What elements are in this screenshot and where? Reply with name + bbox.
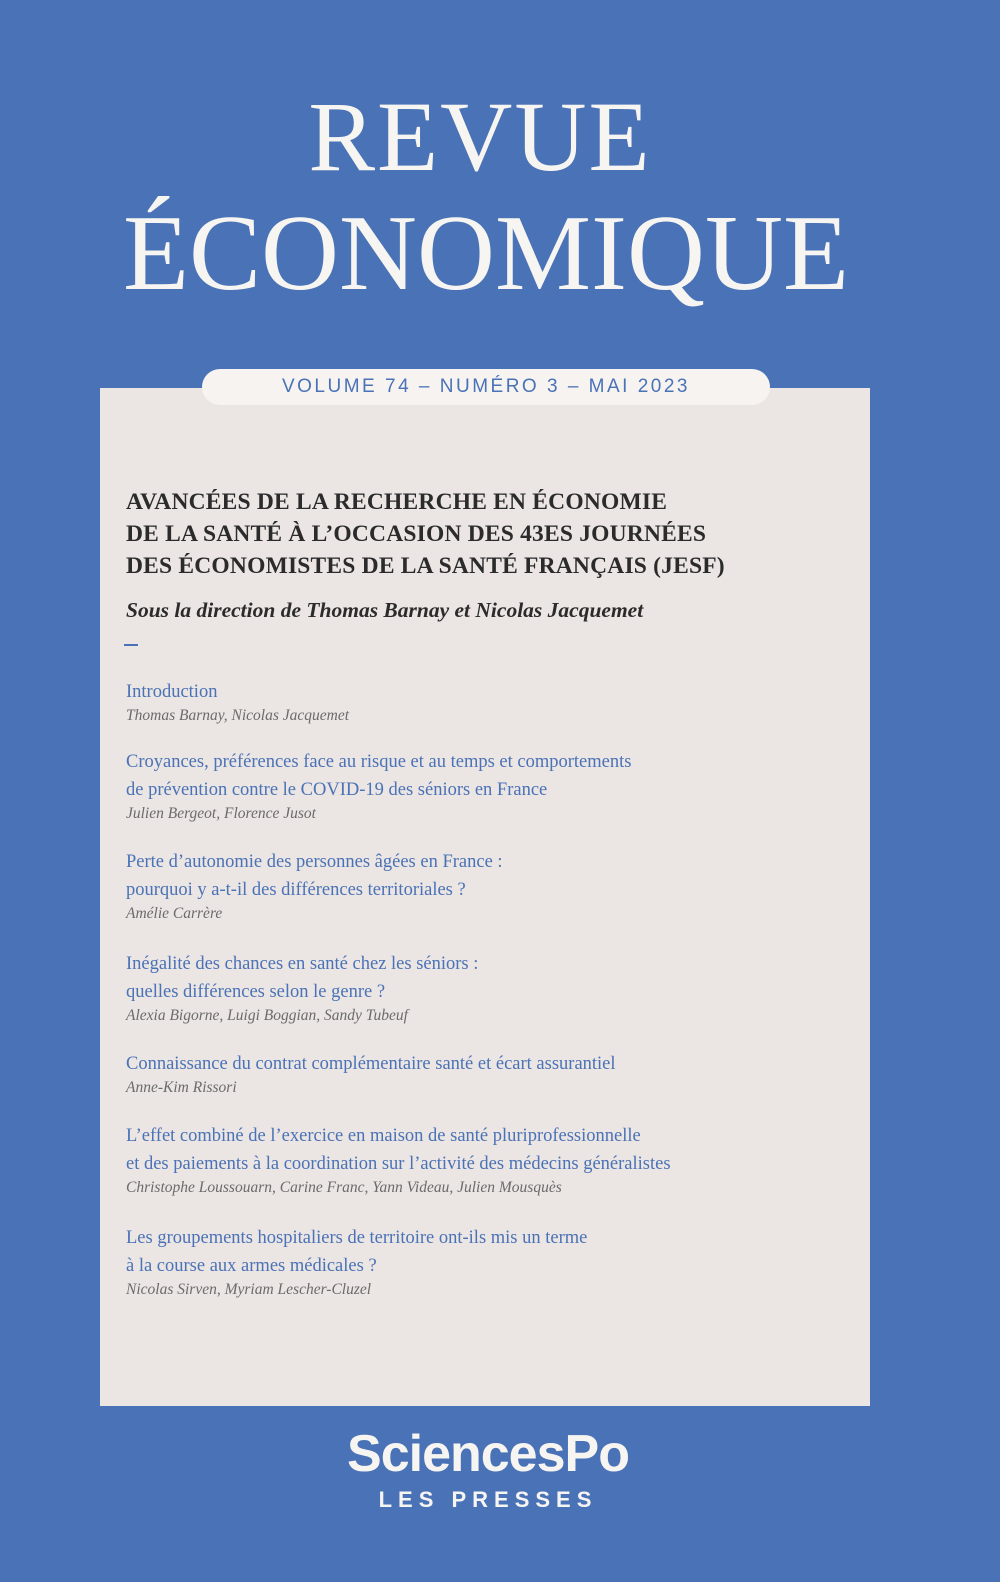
toc-entry-authors: Thomas Barnay, Nicolas Jacquemet <box>126 707 350 724</box>
toc-entry <box>126 848 856 924</box>
toc-title-line: et des paiements à la coordination sur l’activité des médecins généralistes <box>126 1154 671 1174</box>
issue-headline <box>126 486 866 582</box>
toc-entry <box>126 678 856 726</box>
toc-entry-title <box>126 1224 856 1280</box>
toc-entry-title <box>126 678 856 706</box>
toc-entry-authors: Nicolas Sirven, Myriam Lescher-Cluzel <box>126 1281 372 1298</box>
toc-entry-title <box>126 848 856 904</box>
toc-title-line: Les groupements hospitaliers de territoire ont-ils mis un terme <box>126 1228 588 1248</box>
toc-entry <box>126 950 856 1026</box>
toc-entry-title <box>126 1122 856 1178</box>
toc-entry <box>126 1224 856 1300</box>
toc-title-line: de prévention contre le COVID-19 des séniors en France <box>126 780 548 800</box>
toc-entry <box>126 748 856 824</box>
headline-line: AVANCÉES DE LA RECHERCHE EN ÉCONOMIE <box>126 489 668 515</box>
journal-title-line1: REVUE <box>308 81 652 192</box>
journal-title-line2: ÉCONOMIQUE <box>123 194 849 313</box>
toc-entry-authors: Anne-Kim Rissori <box>126 1079 237 1096</box>
divider <box>124 644 138 646</box>
toc-entry-authors: Alexia Bigorne, Luigi Boggian, Sandy Tubeuf <box>126 1007 408 1024</box>
issue-badge: VOLUME 74 – NUMÉRO 3 – MAI 2023 <box>202 369 770 405</box>
toc-title-line: pourquoi y a-t-il des différences territoriales ? <box>126 880 466 900</box>
toc-entry-authors: Amélie Carrère <box>126 905 223 922</box>
headline-line: DE LA SANTÉ À L’OCCASION DES 43ES JOURNÉES <box>126 521 707 547</box>
toc-title-line: Perte d’autonomie des personnes âgées en France : <box>126 852 503 872</box>
headline-line: DES ÉCONOMISTES DE LA SANTÉ FRANÇAIS (JESF) <box>126 553 725 579</box>
toc-title-line: Introduction <box>126 682 218 702</box>
toc-entry-authors: Julien Bergeot, Florence Jusot <box>126 805 316 822</box>
toc-title-line: L’effet combiné de l’exercice en maison de santé pluriprofessionnelle <box>126 1126 641 1146</box>
toc-entry <box>126 1122 856 1198</box>
toc-entry-authors: Christophe Loussouarn, Carine Franc, Yann Videau, Julien Mousquès <box>126 1179 562 1196</box>
toc-entry <box>126 1050 856 1098</box>
toc-entry-title <box>126 950 856 1006</box>
toc-title-line: Inégalité des chances en santé chez les séniors : <box>126 954 479 974</box>
toc-title-line: Croyances, préférences face au risque et au temps et comportements <box>126 752 632 772</box>
toc-entry-title <box>126 748 856 804</box>
editors-line: Sous la direction de Thomas Barnay et Nicolas Jacquemet <box>126 598 644 622</box>
toc-title-line: Connaissance du contrat complémentaire santé et écart assurantiel <box>126 1054 616 1074</box>
publisher-logo: SciencesPo <box>347 1425 629 1483</box>
toc-title-line: quelles différences selon le genre ? <box>126 982 386 1002</box>
publisher-logo-subtitle: LES PRESSES <box>378 1487 598 1512</box>
toc-title-line: à la course aux armes médicales ? <box>126 1256 377 1276</box>
toc-entry-title <box>126 1050 856 1078</box>
